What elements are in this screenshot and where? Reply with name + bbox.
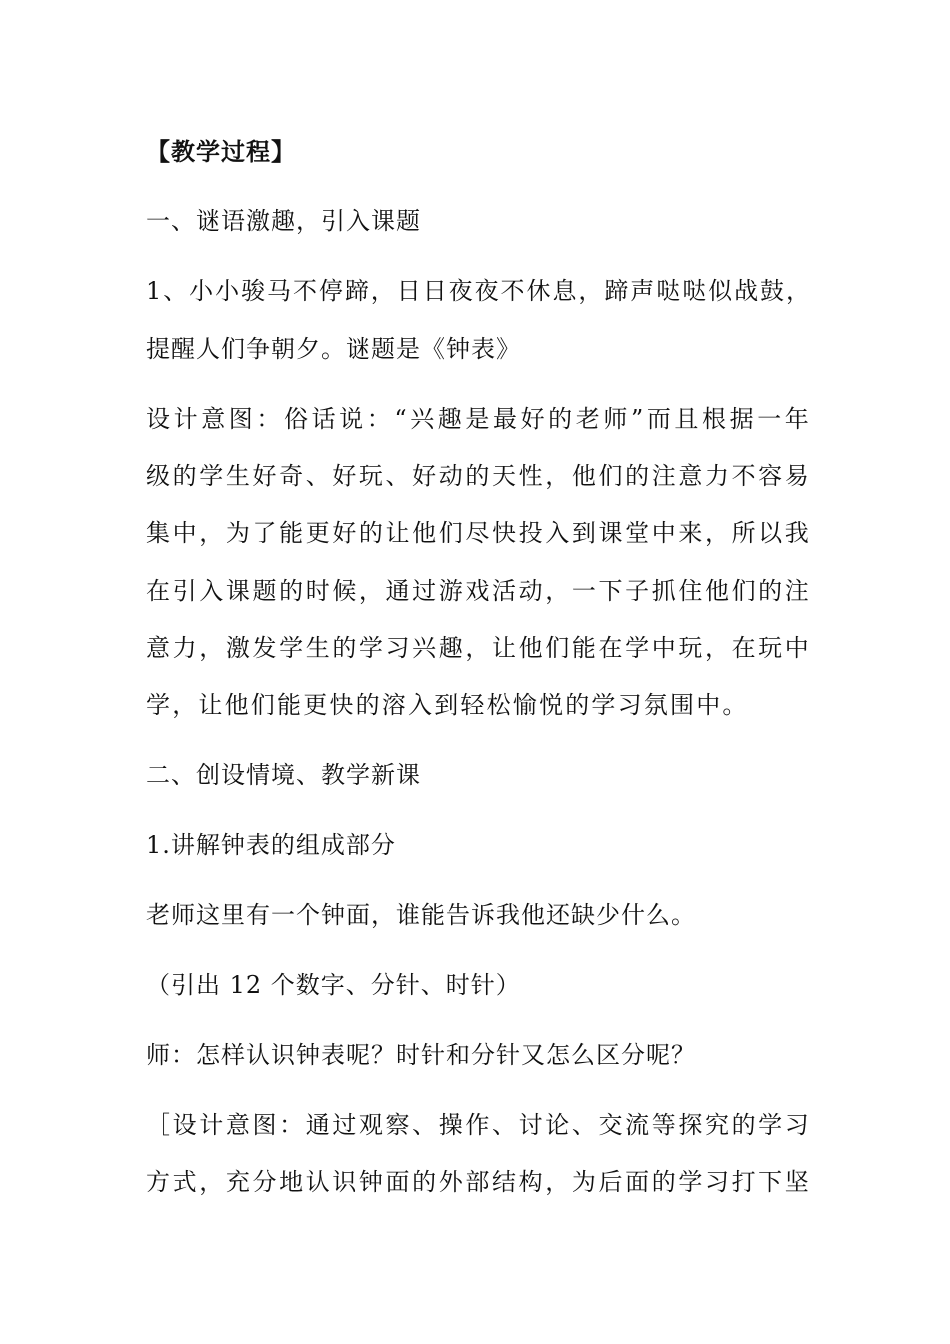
subsection1-title: 1.讲解钟表的组成部分 xyxy=(146,831,396,859)
intent1-line-4: 在引入课题的时候，通过游戏活动，一下子抓住他们的注 xyxy=(146,577,811,605)
intent1-line-5: 意力，激发学生的学习兴趣，让他们能在学中玩，在玩中 xyxy=(146,634,811,662)
intent2-line-2: 方式，充分地认识钟面的外部结构，为后面的学习打下坚 xyxy=(146,1168,811,1196)
answer-line: （引出 12 个数字、分针、时针） xyxy=(146,971,521,999)
intent1-line-1: 设计意图：俗话说：“兴趣是最好的老师”而且根据一年 xyxy=(146,405,811,433)
section1-title: 一、谜语激趣，引入课题 xyxy=(146,207,421,235)
riddle-line-1: 1、小小骏马不停蹄，日日夜夜不休息，蹄声哒哒似战鼓， xyxy=(146,277,811,305)
teacher-line: 老师这里有一个钟面，谁能告诉我他还缺少什么。 xyxy=(146,901,696,929)
question-line: 师：怎样认识钟表呢？时针和分针又怎么区分呢？ xyxy=(146,1041,696,1069)
intent1-line-3: 集中，为了能更好的让他们尽快投入到课堂中来，所以我 xyxy=(146,519,811,547)
section2-title: 二、创设情境、教学新课 xyxy=(146,761,421,789)
intent1-line-2: 级的学生好奇、好玩、好动的天性，他们的注意力不容易 xyxy=(146,462,811,490)
intent1-line-6: 学，让他们能更快的溶入到轻松愉悦的学习氛围中。 xyxy=(146,691,749,719)
intent2-line-1: ［设计意图：通过观察、操作、讨论、交流等探究的学习 xyxy=(146,1111,811,1139)
riddle-line-2: 提醒人们争朝夕。谜题是《钟表》 xyxy=(146,335,521,363)
section-heading: 【教学过程】 xyxy=(146,137,296,166)
